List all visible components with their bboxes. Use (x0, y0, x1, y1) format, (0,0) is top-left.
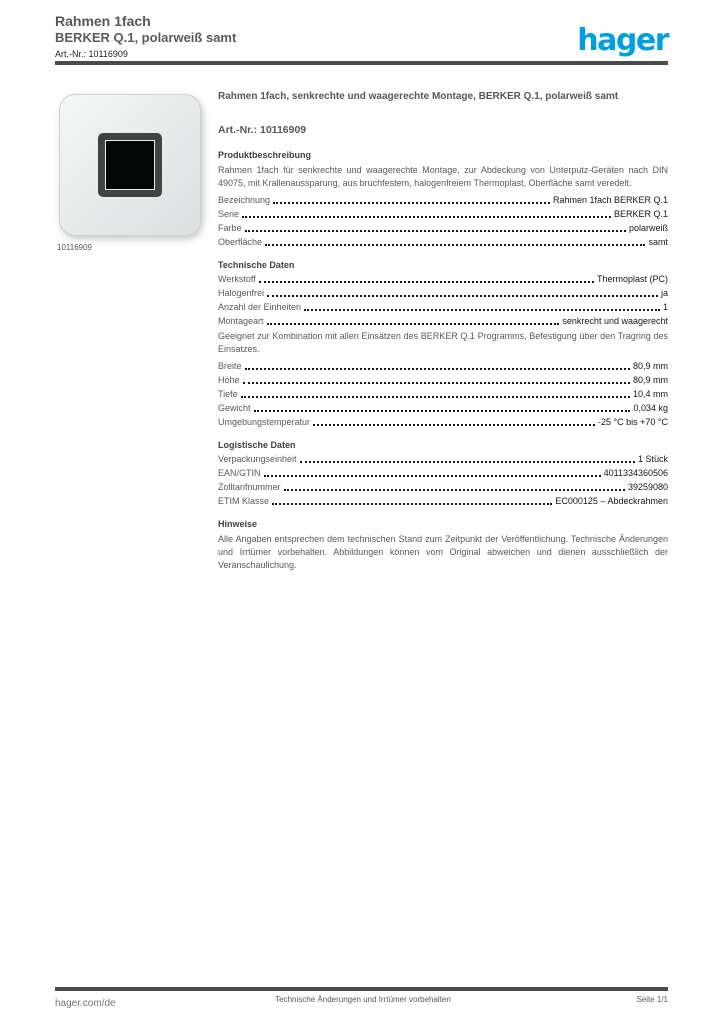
spec-value: 1 (662, 302, 668, 312)
dotted-leader (284, 489, 625, 491)
dotted-leader (273, 202, 550, 204)
product-image (57, 90, 203, 240)
dotted-leader (300, 461, 635, 463)
spec-value: -25 °C bis +70 °C (598, 417, 668, 427)
spec-value: EC000125 – Abdeckrahmen (555, 496, 668, 506)
spec-label: Oberfläche (218, 237, 263, 247)
spec-row (218, 300, 668, 314)
spec-label: Halogenfrei (218, 288, 265, 298)
frame-opening (98, 133, 162, 197)
spec-label: Farbe (218, 223, 242, 233)
spec-value: Thermoplast (PC) (596, 274, 668, 284)
footer-link[interactable]: hager.com/de (55, 992, 167, 1014)
spec-value: polarweiß (628, 223, 668, 233)
spec-row (218, 452, 668, 466)
spec-label: ETIM Klasse (218, 496, 270, 506)
product-title: Rahmen 1fach, senkrechte und waagerechte Montage, BERKER Q.1, polarweiß samt (218, 91, 619, 102)
product-image-caption: 10116909 (57, 243, 92, 252)
spec-label: Serie (218, 209, 240, 219)
dotted-leader (267, 295, 658, 297)
section-heading: Logistische Daten (218, 440, 296, 450)
spec-row (218, 193, 668, 207)
header-rule (55, 61, 668, 65)
spec-row (218, 272, 668, 286)
spec-value: 80,9 mm (632, 375, 668, 385)
dotted-leader (267, 323, 560, 325)
spec-row (218, 387, 668, 401)
spec-row (218, 401, 668, 415)
spec-value: samt (648, 237, 668, 247)
spec-row (218, 314, 668, 328)
spec-paragraph: Rahmen 1fach für senkrechte und waagerechte Montage, zur Abdeckung von Unterputz-Geräten nach DIN 49075, mit Krallenaussparung, aus bruchfestem, halogenfreiem Thermoplast, Oberfläche samt veredelt. (218, 165, 668, 188)
dotted-leader (259, 281, 594, 283)
footer-rule (55, 987, 668, 991)
spec-label: Anzahl der Einheiten (218, 302, 302, 312)
spec-label: Höhe (218, 375, 240, 385)
hager-logo: hager (577, 23, 668, 58)
spec-value: 10,4 mm (632, 389, 668, 399)
spec-row (218, 373, 668, 387)
spec-value: 0,034 kg (633, 403, 668, 413)
section-1 (218, 258, 668, 429)
spec-value: 4011334360506 (603, 468, 668, 478)
footer-disclaimer: Technische Änderungen und Irrtümer vorbehalten (275, 995, 451, 1004)
footer-page-number: Seite 1/1 (636, 995, 668, 1004)
spec-label: Verpackungseinheit (218, 454, 297, 464)
main-column (218, 90, 668, 581)
dotted-leader (304, 309, 660, 311)
spec-value: 39259080 (627, 482, 668, 492)
section-2 (218, 438, 668, 508)
dotted-leader (245, 368, 630, 370)
header-product-name: Rahmen 1fach (55, 13, 151, 29)
spec-value: BERKER Q.1 (613, 209, 668, 219)
spec-row (218, 207, 668, 221)
spec-row (218, 466, 668, 480)
dotted-leader (243, 382, 630, 384)
section-3 (218, 517, 668, 572)
spec-label: Zolltarifnummer (218, 482, 281, 492)
dotted-leader (264, 475, 601, 477)
spec-value: 80,9 mm (632, 361, 668, 371)
dotted-leader (265, 244, 645, 246)
spec-label: Tiefe (218, 389, 238, 399)
section-heading: Produktbeschreibung (218, 150, 312, 160)
spec-value: senkrecht und waagerecht (562, 316, 668, 326)
section-heading: Hinweise (218, 519, 258, 529)
spec-row (218, 359, 668, 373)
spec-row (218, 415, 668, 429)
dotted-leader (242, 216, 611, 218)
spec-row (218, 480, 668, 494)
spec-row (218, 286, 668, 300)
spec-paragraph: Alle Angaben entsprechen dem technischen Stand zum Zeitpunkt der Veröffentlichung. Technische Änderungen und Irrtümer vorbehalten. Abbildungen können vom Original abweichen und dienen ausschließlich der Veranschaulichung. (218, 534, 668, 570)
dotted-leader (245, 230, 626, 232)
section-heading: Technische Daten (218, 260, 295, 270)
article-number: Art.-Nr.: 10116909 (218, 124, 307, 136)
dotted-leader (272, 503, 552, 505)
dotted-leader (254, 410, 631, 412)
section-0 (218, 148, 668, 249)
spec-value: Rahmen 1fach BERKER Q.1 (552, 195, 668, 205)
header (55, 13, 668, 60)
spec-label: Werkstoff (218, 274, 256, 284)
spec-paragraph: Geeignet zur Kombination mit allen Einsätzen des BERKER Q.1 Programms, Befestigung über den Tragring des Einsatzes. (218, 331, 668, 354)
spec-label: Gewicht (218, 403, 251, 413)
spec-label: Bezeichnung (218, 195, 271, 205)
header-product-variant: BERKER Q.1, polarweiß samt (55, 30, 237, 45)
spec-label: Breite (218, 361, 242, 371)
spec-label: Montageart (218, 316, 264, 326)
spec-row (218, 235, 668, 249)
header-article-number: Art.-Nr.: 10116909 (55, 49, 128, 59)
spec-value: ja (660, 288, 668, 298)
spec-value: 1 Stück (637, 454, 668, 464)
dotted-leader (313, 424, 595, 426)
cover-frame-image (59, 94, 201, 236)
spec-sections (218, 148, 668, 572)
spec-label: Umgebungstemperatur (218, 417, 311, 427)
spec-row (218, 494, 668, 508)
spec-row (218, 221, 668, 235)
dotted-leader (241, 396, 630, 398)
spec-label: EAN/GTIN (218, 468, 261, 478)
